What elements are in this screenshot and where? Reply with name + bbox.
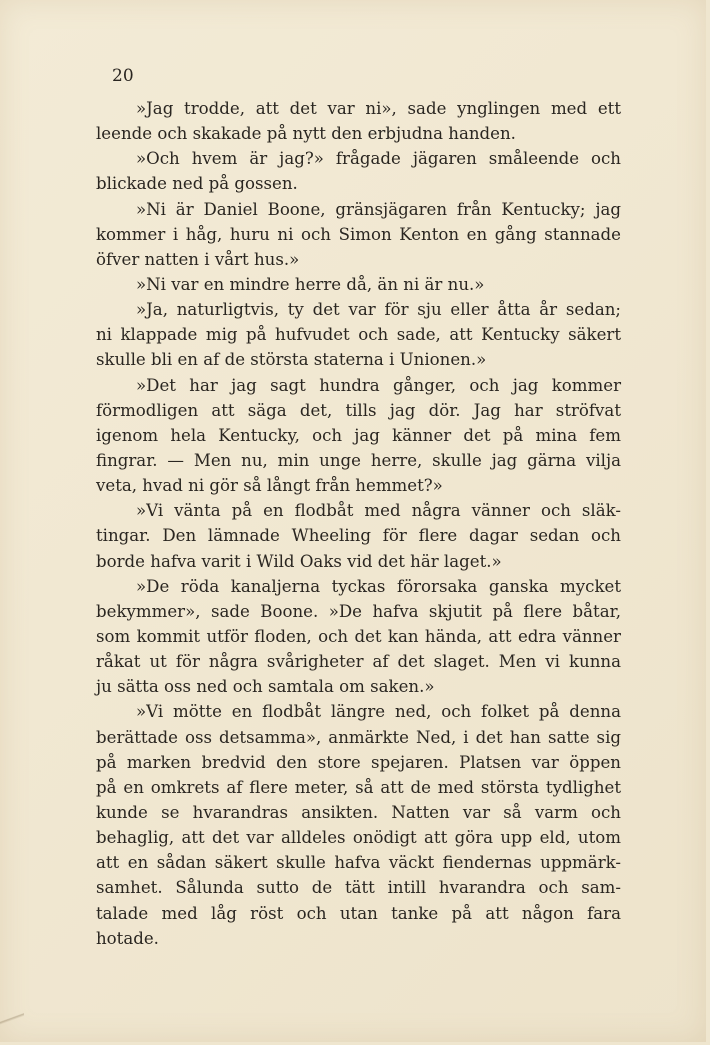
text-line: på en omkrets af flere meter, så att de med största tydlighet — [96, 777, 621, 797]
text-line: »Jag trodde, att det var ni», sade ynglingen med ett — [136, 99, 621, 118]
text-line: ni klappade mig på hufvudet och sade, att Kentucky säkert — [96, 325, 621, 345]
text-line: som kommit utför floden, och det kan hända, att edra vänner — [96, 626, 621, 646]
text-line: »Ni var en mindre herre då, än ni är nu.» — [136, 274, 485, 294]
text-line: förmodligen att säga det, tills jag dör. Jag har ströfvat — [96, 400, 621, 420]
text-line: på marken bredvid den store spejaren. Platsen var öppen — [96, 752, 621, 772]
text-line: berättade oss detsamma», anmärkte Ned, i det han satte sig — [96, 727, 621, 747]
text-line: »Vi vänta på en flodbåt med några vänner och släk- — [136, 501, 621, 521]
text-line: behaglig, att det var alldeles onödigt att göra upp eld, utom — [96, 828, 621, 848]
text-line: skulle bli en af de största staterna i Unionen.» — [96, 350, 487, 370]
text-line: »Det har jag sagt hundra gånger, och jag kommer — [136, 375, 621, 395]
text-line: tingar. Den lämnade Wheeling för flere dagar sedan och — [96, 526, 621, 546]
text-line: öfver natten i vårt hus.» — [96, 249, 300, 269]
page-number: 20 — [112, 66, 134, 86]
text-line: råkat ut för några svårigheter af det slaget. Men vi kunna — [96, 652, 621, 672]
text-line: kunde se hvarandras ansikten. Natten var så varm och — [96, 802, 621, 822]
text-line: »Och hvem är jag?» frågade jägaren småleende och — [136, 149, 621, 169]
text-line: kommer i håg, huru ni och Simon Kenton en gång stannade — [96, 224, 621, 244]
text-line: leende och skakade på nytt den erbjudna handen. — [96, 124, 516, 144]
text-line: att en sådan säkert skulle hafva väckt fiendernas uppmärk- — [96, 853, 621, 873]
text-line: blickade ned på gossen. — [96, 174, 298, 194]
text-line: »Ni är Daniel Boone, gränsjägaren från Kentucky; jag — [136, 199, 621, 219]
text-line: »Ja, naturligtvis, ty det var för sju eller åtta år sedan; — [136, 300, 621, 320]
text-line: ju sätta oss ned och samtala om saken.» — [96, 677, 435, 697]
text-line: samhet. Sålunda sutto de tätt intill hvarandra och sam- — [96, 878, 621, 898]
text-line: hotade. — [96, 928, 159, 948]
body-text — [96, 96, 621, 951]
text-line: »Vi mötte en flodbåt längre ned, och folket på denna — [136, 702, 621, 722]
text-line: veta, hvad ni gör så långt från hemmet?» — [96, 476, 443, 496]
text-line: fingrar. — Men nu, min unge herre, skulle jag gärna vilja — [96, 450, 621, 470]
paper-corner-crease — [0, 992, 24, 1042]
text-line: talade med låg röst och utan tanke på att någon fara — [96, 903, 621, 923]
text-line: borde hafva varit i Wild Oaks vid det här laget.» — [96, 551, 502, 571]
text-line: igenom hela Kentucky, och jag känner det på mina fem — [96, 425, 621, 445]
text-line: bekymmer», sade Boone. »De hafva skjutit på flere båtar, — [96, 601, 621, 621]
text-line: »De röda kanaljerna tyckas förorsaka ganska mycket — [136, 576, 621, 596]
